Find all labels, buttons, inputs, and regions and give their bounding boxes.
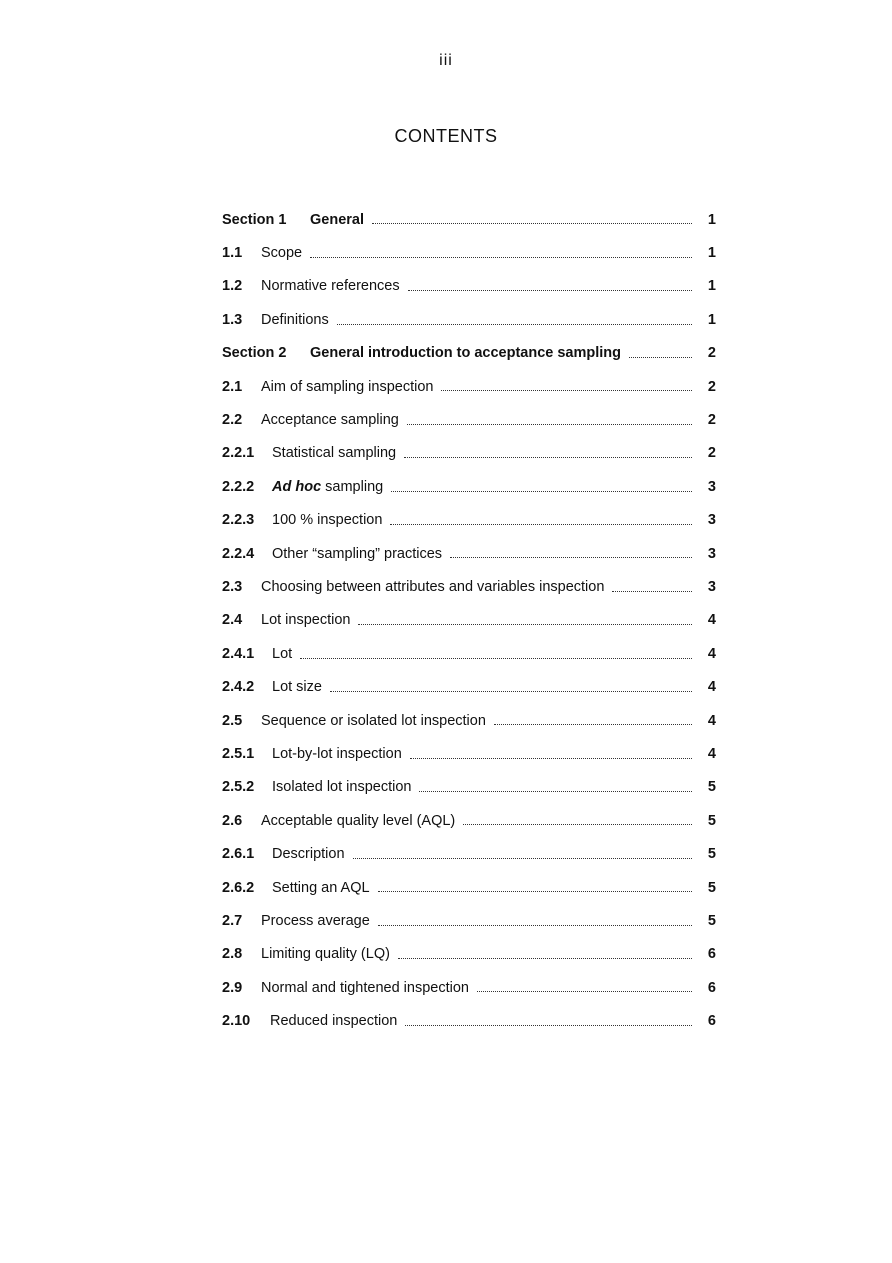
toc-entry-page: 4 [707, 679, 716, 696]
dot-leader [353, 843, 692, 859]
table-of-contents [222, 203, 716, 1038]
toc-entry-title: Scope [261, 245, 303, 262]
toc-entry-number: 2.8 [222, 946, 243, 963]
toc-entry-page: 3 [707, 512, 716, 529]
toc-entry-title-rest: sampling [321, 478, 384, 495]
toc-entry-number: 1.1 [222, 245, 243, 262]
toc-entry [222, 403, 716, 436]
toc-entry-title: Acceptable quality level (AQL) [261, 812, 456, 829]
toc-entry-title: Process average [261, 912, 370, 929]
toc-entry-title: Lot size [272, 679, 322, 696]
toc-entry-number: 1.2 [222, 278, 243, 295]
toc-entry-title: Lot-by-lot inspection [272, 745, 402, 762]
dot-leader [390, 509, 692, 525]
toc-entry-title: Lot inspection [261, 612, 351, 629]
toc-entry-number: 2.5.1 [222, 745, 255, 762]
toc-entry-page: 1 [707, 245, 716, 262]
dot-leader [378, 910, 692, 926]
toc-entry-number: 2.6 [222, 812, 243, 829]
dot-leader [629, 343, 692, 359]
toc-entry-page: 1 [707, 211, 716, 228]
toc-entry-page: 2 [707, 345, 716, 362]
toc-entry-page: 6 [707, 946, 716, 963]
toc-entry-title: Aim of sampling inspection [261, 378, 434, 395]
toc-entry-title: Normative references [261, 278, 400, 295]
dot-leader [330, 676, 692, 692]
toc-entry [222, 837, 716, 870]
toc-entry-title: Definitions [261, 311, 329, 328]
toc-entry-number: 2.4.1 [222, 645, 255, 662]
dot-leader [300, 643, 692, 659]
toc-entry-page: 6 [707, 1013, 716, 1030]
dot-leader [391, 476, 692, 492]
toc-entry [222, 504, 716, 537]
toc-entry [222, 670, 716, 703]
dot-leader [419, 777, 692, 793]
dot-leader [404, 443, 692, 459]
toc-entry-page: 1 [707, 311, 716, 328]
dot-leader [477, 977, 692, 993]
toc-entry-number: 2.4.2 [222, 679, 255, 696]
dot-leader [410, 743, 692, 759]
toc-entry-title: Limiting quality (LQ) [261, 946, 390, 963]
toc-entry-title: Choosing between attributes and variables inspection [261, 578, 605, 595]
dot-leader [398, 944, 692, 960]
toc-entry-number: 2.1 [222, 378, 243, 395]
toc-entry-title: Description [272, 846, 345, 863]
contents-heading: CONTENTS [394, 126, 498, 146]
toc-entry-page: 5 [707, 812, 716, 829]
dot-leader [612, 576, 692, 592]
dot-leader [372, 209, 692, 225]
toc-entry-page: 4 [707, 645, 716, 662]
toc-entry-page: 1 [707, 278, 716, 295]
toc-entry-page: 5 [707, 912, 716, 929]
toc-entry-page: 6 [707, 979, 716, 996]
toc-entry-page: 3 [707, 478, 716, 495]
toc-entry-title-emphasis: Ad hoc [272, 478, 322, 495]
toc-entry-title: Setting an AQL [272, 879, 370, 896]
dot-leader [494, 710, 692, 726]
toc-entry-number: Section 2 [222, 345, 287, 362]
toc-entry [222, 604, 716, 637]
toc-entry-page: 4 [707, 745, 716, 762]
toc-entry-number: 2.10 [222, 1013, 251, 1030]
toc-entry-title: Other “sampling” practices [272, 545, 443, 562]
toc-entry-number: 2.4 [222, 612, 243, 629]
toc-entry [222, 370, 716, 403]
toc-entry-number: 2.3 [222, 578, 243, 595]
toc-entry-title: Statistical sampling [272, 445, 397, 462]
toc-entry [222, 303, 716, 336]
dot-leader [310, 242, 692, 258]
toc-entry-title: General [310, 211, 364, 228]
dot-leader [463, 810, 692, 826]
toc-entry [222, 704, 716, 737]
page-number: iii [439, 52, 453, 69]
toc-entry-page: 3 [707, 545, 716, 562]
toc-entry-number: 2.6.2 [222, 879, 255, 896]
toc-entry [222, 904, 716, 937]
toc-entry-number: 2.2.1 [222, 445, 255, 462]
toc-entry-page: 5 [707, 779, 716, 796]
toc-entry [222, 337, 716, 370]
toc-entry [222, 570, 716, 603]
toc-entry [222, 971, 716, 1004]
toc-entry [222, 236, 716, 269]
toc-entry [222, 203, 716, 236]
toc-entry [222, 537, 716, 570]
toc-entry [222, 938, 716, 971]
toc-entry [222, 737, 716, 770]
toc-entry-number: 1.3 [222, 311, 243, 328]
toc-entry-title: Reduced inspection [270, 1013, 398, 1030]
toc-entry-page: 2 [707, 378, 716, 395]
toc-entry-title [272, 479, 383, 495]
dot-leader [450, 543, 692, 559]
toc-entry [222, 270, 716, 303]
dot-leader [358, 610, 692, 626]
toc-entry [222, 771, 716, 804]
dot-leader [405, 1010, 692, 1026]
toc-entry-page: 3 [707, 578, 716, 595]
toc-entry-number: 2.2.3 [222, 512, 255, 529]
dot-leader [378, 877, 692, 893]
toc-entry [222, 871, 716, 904]
toc-entry-number: 2.2.2 [222, 478, 255, 495]
dot-leader [337, 309, 692, 325]
toc-entry [222, 437, 716, 470]
toc-entry [222, 637, 716, 670]
dot-leader [407, 409, 692, 425]
toc-entry-page: 5 [707, 879, 716, 896]
toc-entry-page: 2 [707, 412, 716, 429]
toc-entry-number: 2.9 [222, 979, 243, 996]
dot-leader [441, 376, 692, 392]
toc-entry-title: Lot [272, 645, 293, 662]
toc-entry-page: 4 [707, 612, 716, 629]
toc-entry-number: 2.2 [222, 412, 243, 429]
toc-entry [222, 1004, 716, 1037]
toc-entry-number: 2.6.1 [222, 846, 255, 863]
toc-entry-number: 2.5 [222, 712, 243, 729]
toc-entry-title: Normal and tightened inspection [261, 979, 469, 996]
toc-entry-number: Section 1 [222, 211, 287, 228]
toc-entry-number: 2.7 [222, 912, 243, 929]
toc-entry-page: 2 [707, 445, 716, 462]
toc-entry-number: 2.2.4 [222, 545, 255, 562]
toc-entry-title: General introduction to acceptance sampling [310, 345, 622, 362]
toc-entry [222, 804, 716, 837]
toc-entry-title: 100 % inspection [272, 512, 383, 529]
toc-entry-page: 5 [707, 846, 716, 863]
toc-entry [222, 470, 716, 503]
toc-entry-number: 2.5.2 [222, 779, 255, 796]
toc-entry-page: 4 [707, 712, 716, 729]
toc-entry-title: Acceptance sampling [261, 412, 399, 429]
dot-leader [408, 276, 692, 292]
toc-entry-title: Isolated lot inspection [272, 779, 412, 796]
toc-entry-title: Sequence or isolated lot inspection [261, 712, 486, 729]
